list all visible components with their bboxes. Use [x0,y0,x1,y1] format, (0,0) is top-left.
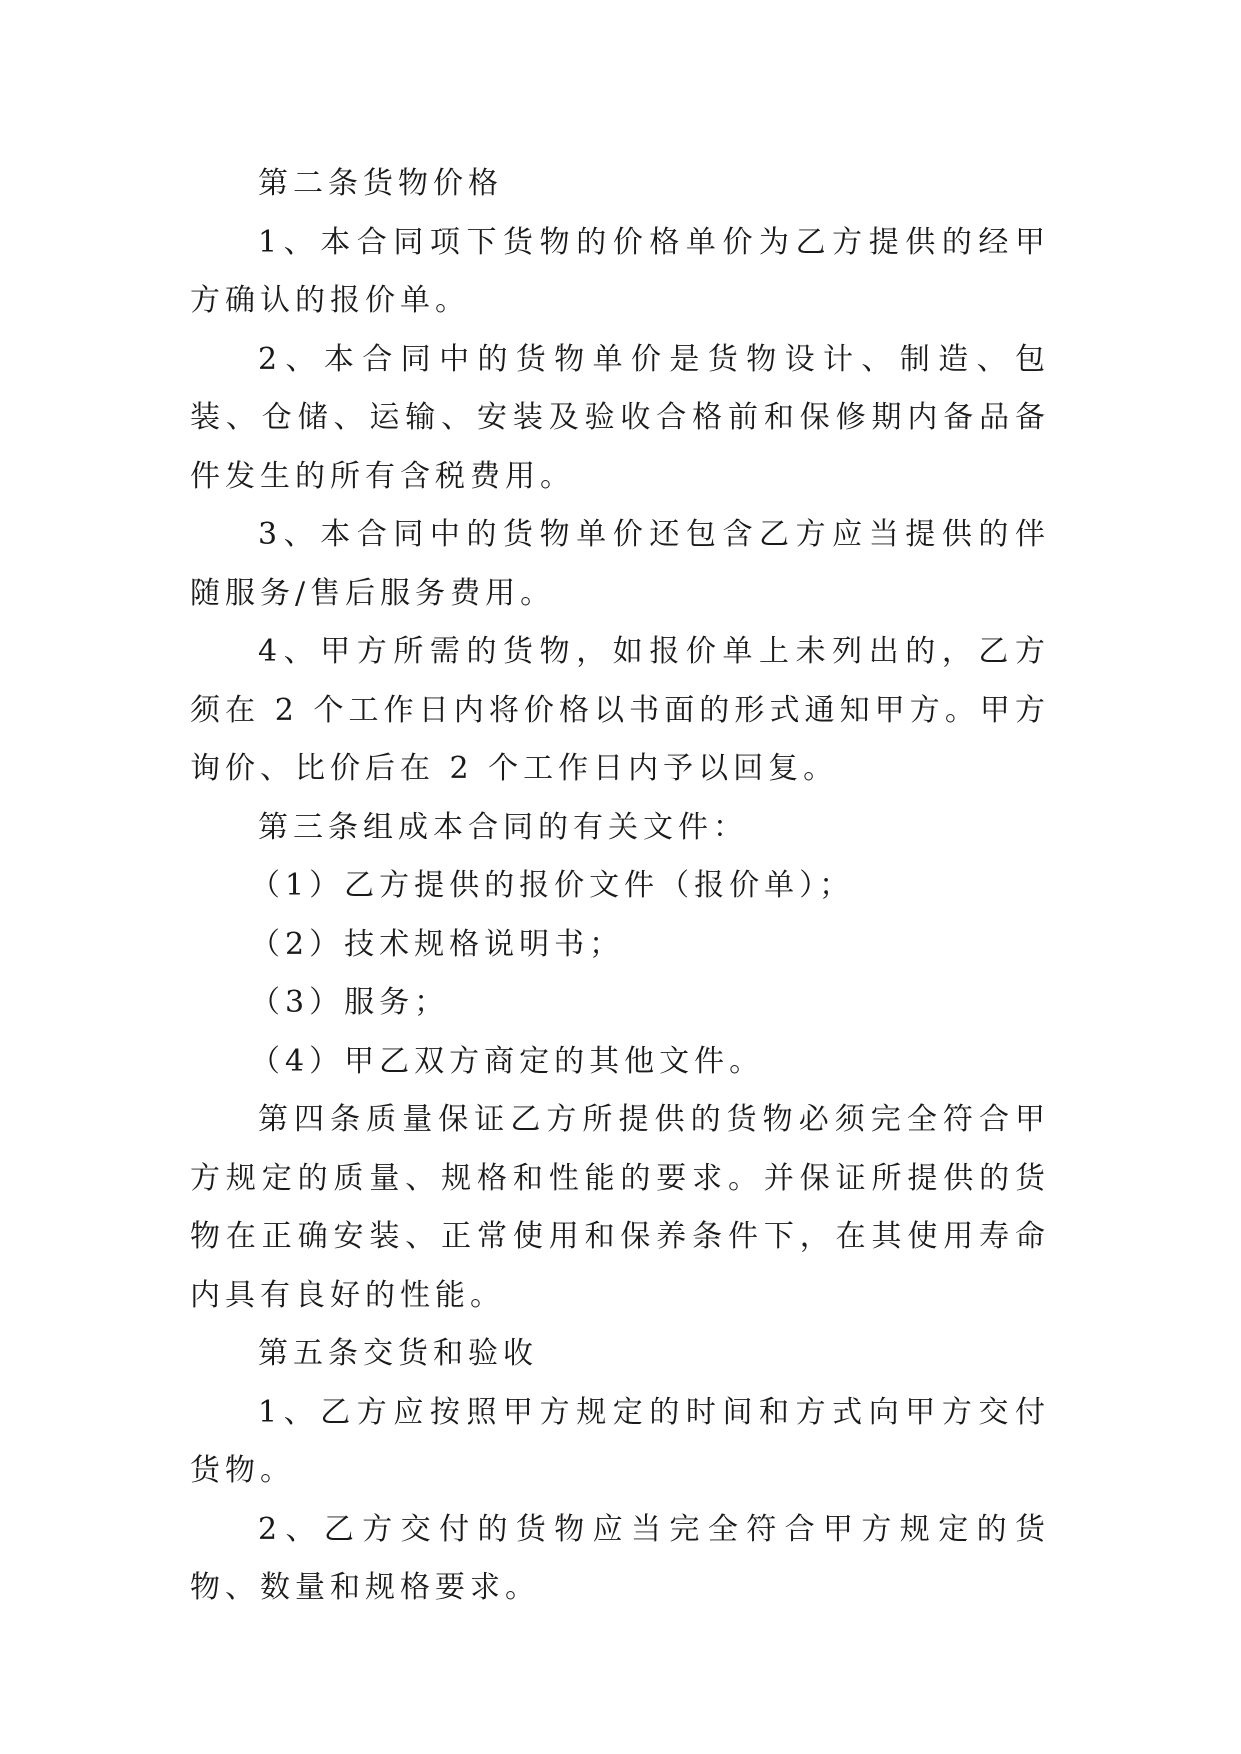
article-5-item-1: 1、乙方应按照甲方规定的时间和方式向甲方交付货物。 [190,1394,1050,1488]
section-heading-article-5: 第五条交货和验收 [258,1336,538,1371]
section-heading-article-3: 第三条组成本合同的有关文件： [258,809,748,845]
article-2-item-1: 1、本合同项下货物的价格单价为乙方提供的经甲方确认的报价单。 [190,224,1050,318]
article-2-item-3: 3、本合同中的货物单价还包含乙方应当提供的伴随服务/售后服务费用。 [190,517,1050,611]
article-2-item-2: 2、本合同中的货物单价是货物设计、制造、包装、仓储、运输、安装及验收合格前和保修期内备品备件发生的所有含税费用。 [190,341,1050,494]
article-2-item-4: 4、甲方所需的货物，如报价单上未列出的，乙方须在 2 个工作日内将价格以书面的形式通知甲方。甲方询价、比价后在 2 个工作日内予以回复。 [190,634,1050,786]
article-3-document-4: （4）甲乙双方商定的其他文件。 [250,1043,765,1079]
section-heading-article-2: 第二条货物价格 [258,166,503,201]
article-3-document-2: （2）技术规格说明书； [250,926,625,962]
article-3-document-1: （1）乙方提供的报价文件（报价单）； [250,868,855,903]
document-body [190,155,1050,1618]
article-3-document-3: （3）服务； [250,985,450,1020]
article-5-item-2: 2、乙方交付的货物应当完全符合甲方规定的货物、数量和规格要求。 [190,1511,1050,1605]
section-article-4-quality-guarantee: 第四条质量保证乙方所提供的货物必须完全符合甲方规定的质量、规格和性能的要求。并保证所提供的货物在正确安装、正常使用和保养条件下，在其使用寿命内具有良好的性能。 [190,1102,1050,1313]
